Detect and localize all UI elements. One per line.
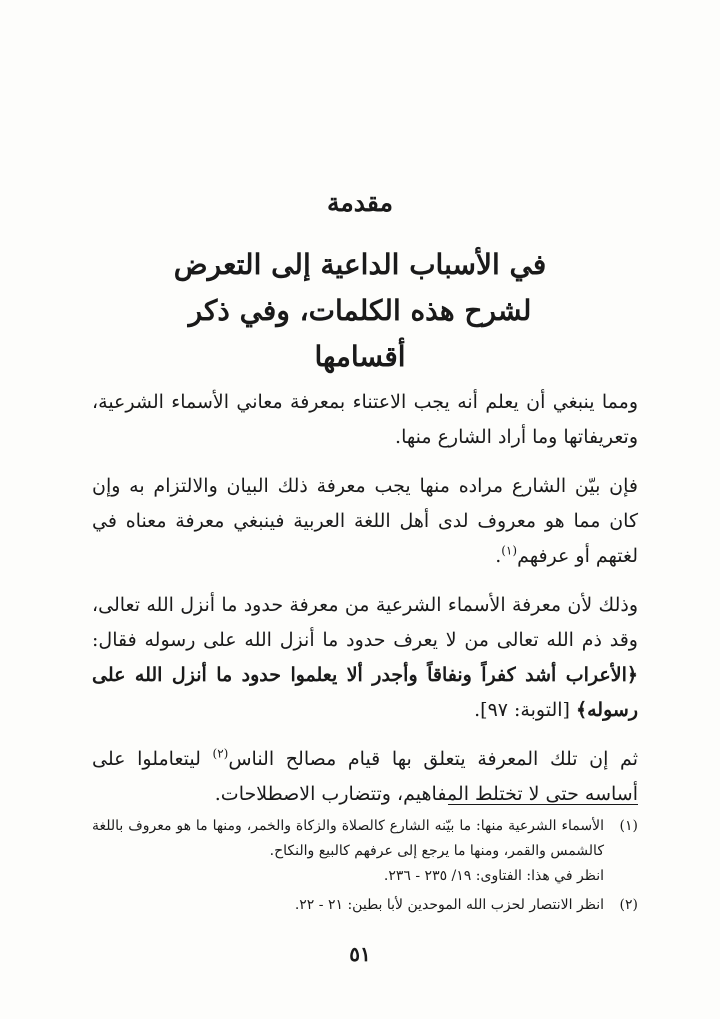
footnote-number: (١)	[619, 818, 638, 834]
footnote-line: انظر في هذا: الفتاوى: ١٩/ ٢٣٥ - ٢٣٦.	[383, 868, 604, 884]
paragraph-2-text: فإن بيّن الشارع مراده منها يجب معرفة ذلك البيان والالتزام به وإن كان مما هو معروف لدى أهل اللغة العربية فينبغي معرفة معناه في لغتهم أو عرفهم	[92, 475, 638, 567]
footnote-body	[92, 814, 604, 889]
footnote-divider	[448, 804, 638, 805]
footnote-number: (٢)	[619, 897, 638, 913]
chapter-title-line-2: لشرح هذه الكلمات، وفي ذكر أقسامها	[188, 294, 532, 373]
chapter-title	[140, 242, 580, 380]
footnote-ref-1[interactable]: (١)	[501, 543, 518, 558]
section-label: مقدمة	[327, 188, 393, 217]
body-text	[92, 385, 638, 826]
footnote-line: الأسماء الشرعية منها: ما بيّنه الشارع كالصلاة والزكاة والخمر، ومنها ما هو معروف باللغة كالشمس والقمر، ومنها ما يرجع إلى عرفهم كالبيع والنكاح.	[92, 818, 604, 859]
paragraph-4-text: ثم إن تلك المعرفة يتعلق بها قيام مصالح الناس	[228, 748, 638, 770]
footnotes	[92, 814, 638, 922]
footnote-2	[92, 893, 638, 918]
footnote-body	[92, 893, 604, 918]
footnote-1	[92, 814, 638, 889]
footnote-ref-2[interactable]: (٢)	[212, 746, 229, 761]
paragraph-3	[92, 588, 638, 728]
paragraph-2	[92, 469, 638, 574]
verse-citation: [التوبة: ٩٧].	[474, 699, 576, 721]
page-number: ٥١	[349, 942, 371, 966]
paragraph-4	[92, 742, 638, 812]
paragraph-4-end: ليتعاملوا على أساسه حتى لا تختلط المفاهيم، وتتضارب الاصطلاحات.	[92, 748, 638, 805]
paragraph-3-text: وذلك لأن معرفة الأسماء الشرعية من معرفة حدود ما أنزل الله تعالى، وقد ذم الله تعالى من لا يعرف حدود ما أنزل الله على رسوله فقال:	[92, 594, 638, 651]
footnote-line: انظر الانتصار لحزب الله الموحدين لأبا بطين: ٢١ - ٢٢.	[294, 897, 604, 913]
paragraph-2-end: .	[495, 545, 502, 567]
paragraph-1	[92, 385, 638, 455]
paragraph-1-text: ومما ينبغي أن يعلم أنه يجب الاعتناء بمعرفة معاني الأسماء الشرعية، وتعريفاتها وما أراد الشارع منها.	[92, 391, 638, 448]
quran-verse: ﴿الأعراب أشد كفراً ونفاقاً وأجدر ألا يعلموا حدود ما أنزل الله على رسوله﴾	[92, 664, 638, 721]
chapter-title-line-1: في الأسباب الداعية إلى التعرض	[173, 248, 547, 281]
